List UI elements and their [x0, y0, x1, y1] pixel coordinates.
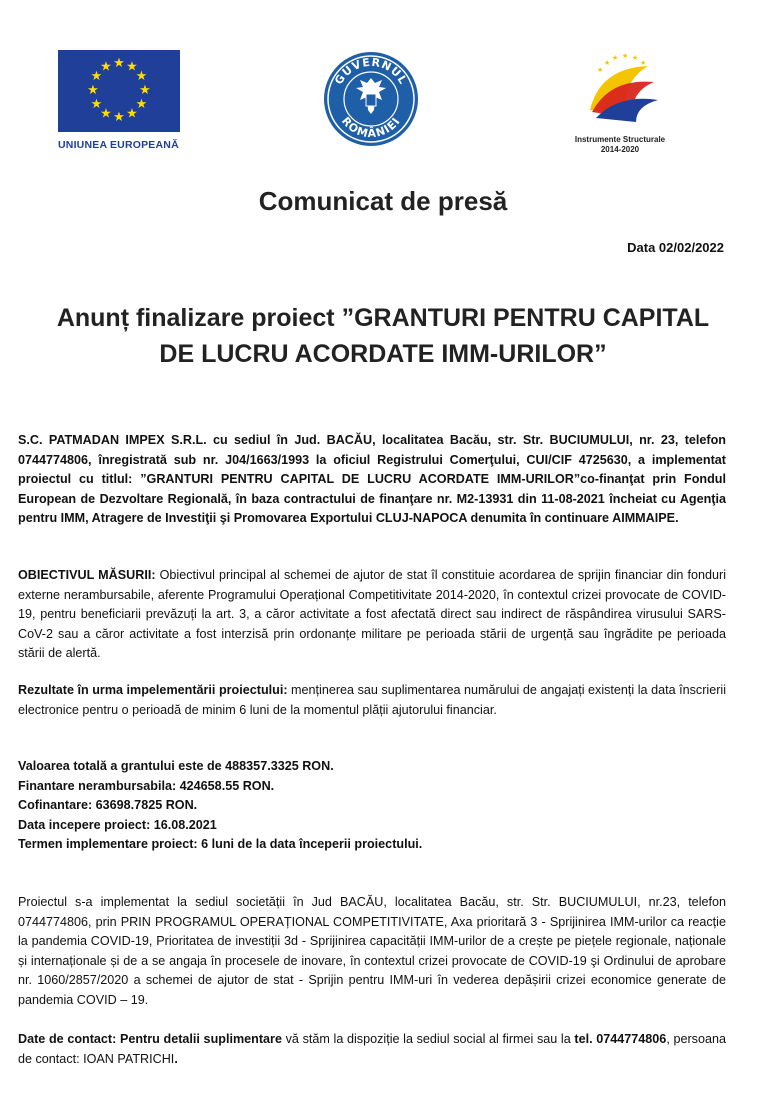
svg-text:ROMÂNIEI: ROMÂNIEI — [338, 114, 404, 141]
svg-text:★: ★ — [604, 59, 611, 67]
implementation-paragraph: Proiectul s-a implementat la sediul societății în Jud BACĂU, localitatea Bacău, str. Str. BUCIUMULUI, nr.23, telefon 0744774806, prin PRIN PROGRAMUL OPERAȚIONAL COMPETITIVITATE, Axa prioritară 3 - Sprijinirea IMM-urilor ca reacție la pandemia COVID-19, Prioritatea de investiții 3d - Sprijinirea capacității IMM-urilor de a crește pe piețele regionale, naționale și internaționale și de a se angaja în procesele de inovare, în contextul crizei provocate de COVID-19 şi Ordinului de aprobare nr. 1060/2857/2020 a schemei de ajutor de stat - Sprijin pentru IMM-uri în vederea depășirii crizei economice generate de pandemia COVID – 19. — [18, 895, 726, 1007]
svg-text:GUVERNUL: GUVERNUL — [332, 55, 410, 87]
contact-text-1: vă stăm la dispoziție la sediul social al firmei sau la — [281, 1032, 575, 1046]
svg-text:★: ★ — [135, 97, 148, 112]
svg-text:★: ★ — [126, 106, 138, 122]
svg-text:★: ★ — [622, 52, 629, 60]
svg-text:★: ★ — [139, 83, 151, 98]
headline-line-1: Anunț finalizare proiect ”GRANTURI PENTRU CAPITAL — [56, 304, 710, 332]
structural-instruments-logo — [560, 48, 680, 155]
svg-text:★: ★ — [135, 69, 148, 84]
structural-caption: Instrumente Structurale 2014-2020 — [574, 135, 666, 154]
financials-block — [18, 757, 726, 855]
headline-line-2: DE LUCRU ACORDATE IMM-URILOR” — [159, 340, 607, 368]
results-label: Rezultate în urma impelementării proiectului: — [18, 683, 288, 697]
eu-stars-icon — [58, 50, 180, 132]
svg-text:★: ★ — [597, 66, 604, 74]
eu-logo — [58, 50, 184, 151]
contact-paragraph — [18, 1030, 726, 1069]
press-release-title: Comunicat de presă — [258, 186, 508, 216]
svg-text:★: ★ — [612, 54, 619, 62]
contact-text-2: , persoana de contact: IOAN PATRICHI — [18, 1032, 726, 1066]
objective-paragraph — [18, 566, 726, 664]
svg-text:★: ★ — [113, 56, 125, 71]
contact-label: Date de contact: Pentru detalii suplimentare — [18, 1032, 282, 1046]
svg-text:★: ★ — [90, 69, 103, 84]
contact-phone: tel. 0744774806 — [574, 1032, 667, 1046]
government-seal-logo — [322, 50, 420, 148]
intro-paragraph: S.C. PATMADAN IMPEX S.R.L. cu sediul în Jud. BACĂU, localitatea Bacău, str. Str. BUCIUMULUI, nr. 23, telefon 0744774806, înregistrată sub nr. J04/1663/1993 la oficiul Registrului Comerţului, CUI/CIF 4725630, a implementat proiectul cu titlul: ”GRANTURI PENTRU CAPITAL DE LUCRU ACORDATE IMM-URILOR”co-finanţat prin Fondul European de Dezvoltare Regională, în baza contractului de finanţare nr. M2-13931 din 11-08-2021 încheiat cu Agenţia pentru IMM, Atragere de Investiţii şi Promovarea Exportului CLUJ-NAPOCA denumita în continuare AIMMAIPE. — [18, 433, 726, 525]
svg-text:★: ★ — [113, 110, 125, 125]
objective-text: Obiectivul principal al schemei de ajutor de stat îl constituie acordarea de sprijin financiar din fonduri externe nerambursabile, aferente Programului Operațional Competitivitate 2014-2020, în contextul crizei provocate de COVID-19, pentru beneficiarii prevăzuți la art. 3, a căror activitate a fost afectată direct sau indirect de răspândirea virusului SARS-CoV-2 sau a căror activitate a fost interzisă prin ordonanțe militare pe perioada stării de urgență sau îngrădite pe perioada stării de alertă. — [18, 568, 726, 660]
svg-text:★: ★ — [126, 59, 138, 75]
svg-text:★: ★ — [90, 97, 103, 112]
eu-flag — [58, 50, 180, 132]
non-reimbursable-financing: Finantare nerambursabila: 424658.55 RON. — [18, 778, 275, 793]
svg-text:★: ★ — [632, 54, 639, 62]
svg-text:★: ★ — [100, 59, 112, 75]
headline — [16, 300, 750, 372]
contact-end: . — [174, 1051, 178, 1066]
cofinancing: Cofinantare: 63698.7825 RON. — [18, 798, 198, 812]
implementation-term: Termen implementare proiect: 6 luni de la data începerii proiectului. — [18, 837, 423, 851]
release-date: Data 02/02/2022 — [627, 240, 724, 255]
svg-text:★: ★ — [640, 59, 647, 67]
project-start-date: Data incepere proiect: 16.08.2021 — [18, 817, 217, 832]
eu-caption: UNIUNEA EUROPEANĂ — [58, 139, 179, 151]
svg-text:★: ★ — [100, 106, 112, 122]
results-paragraph — [18, 681, 726, 720]
logo-bar — [0, 42, 766, 152]
objective-label: OBIECTIVUL MĂSURII: — [18, 568, 156, 582]
grant-total: Valoarea totală a grantului este de 488357.3325 RON. — [18, 759, 334, 773]
results-text: menținerea sau suplimentarea numărului de angajați existenți la data înscrierii electronice pentru o perioadă de minim 6 luni de la momentul plății ajutorului financiar. — [18, 683, 726, 717]
svg-text:★: ★ — [87, 83, 99, 98]
